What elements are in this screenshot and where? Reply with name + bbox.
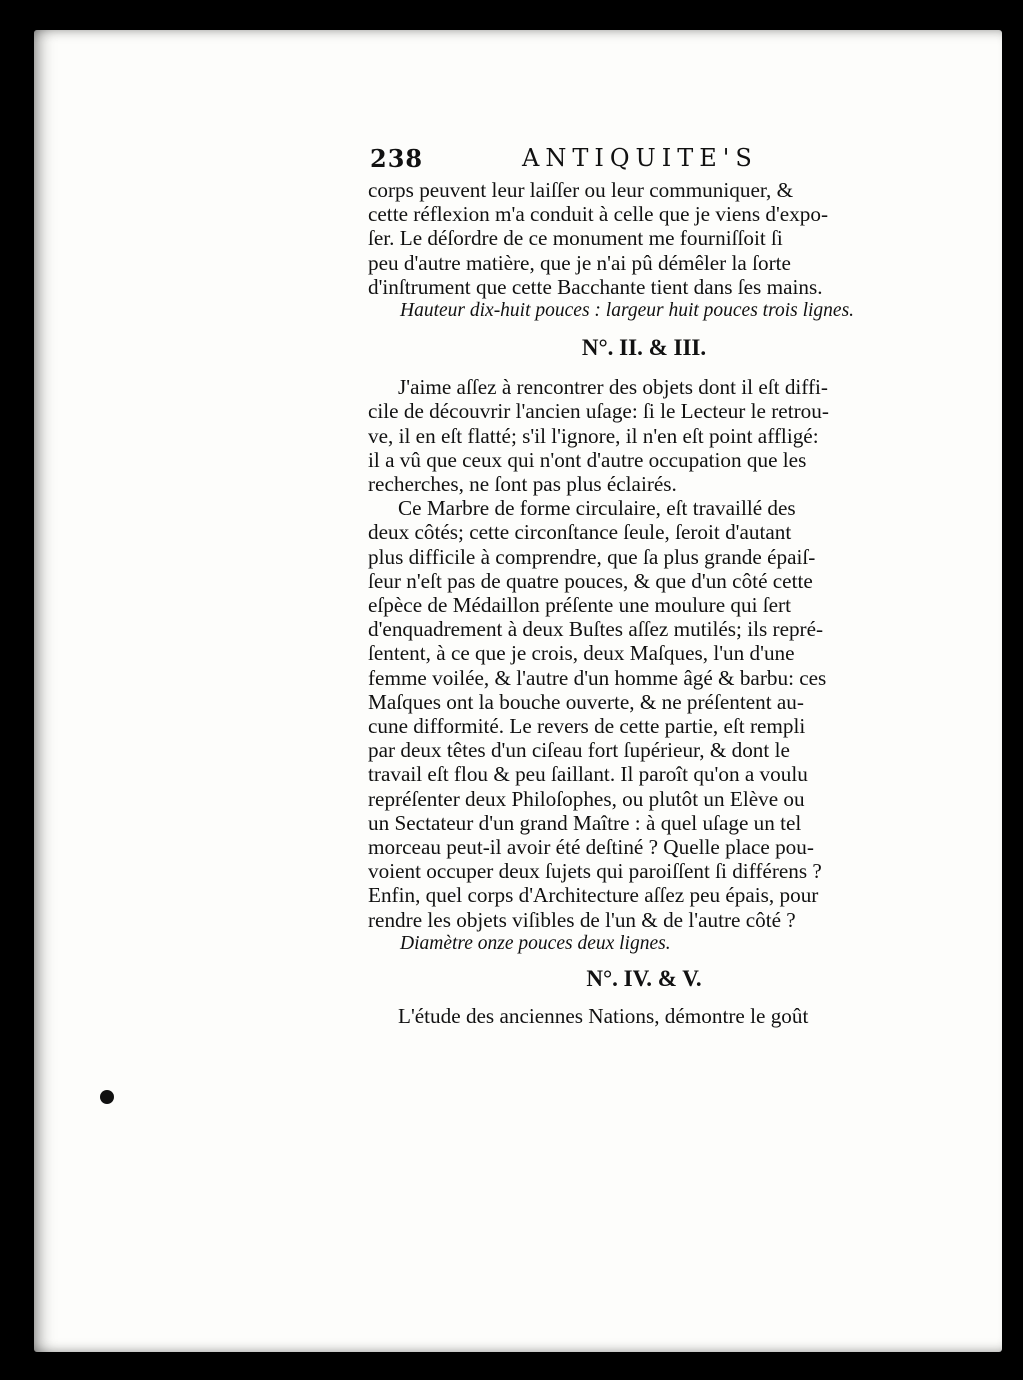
paragraph [368,1004,920,1028]
text-line: corps peuvent leur laiſſer ou leur communiquer, & [368,178,794,202]
dimensions-note: Diamètre onze pouces deux lignes. [400,932,671,954]
dimensions-note: Hauteur dix-huit pouces : largeur huit pouces trois lignes. [400,300,855,322]
text-line: J'aime aſſez à rencontrer des objets dont il eſt diffi- [398,375,828,400]
text-block [368,140,920,1028]
text-line: travail eſt flou & peu ſaillant. Il paroît qu'on a voulu [368,762,808,787]
text-line: cette réflexion m'a conduit à celle que je viens d'expo- [368,202,829,227]
text-line: d'inſtrument que cette Bacchante tient dans ſes mains. [368,274,823,299]
paragraph [368,375,920,496]
text-line: ſeur n'eſt pas de quatre pouces, & que d'un côté cette [368,568,813,593]
text-line: plus difficile à comprendre, que ſa plus grande épaiſ- [368,544,816,569]
text-line: voient occuper deux ſujets qui paroiſſent ſi différens ? [368,859,822,884]
section-heading: N°. IV. & V. [586,966,702,992]
text-line: rendre les objets viſibles de l'un & de l'autre côté ? [368,907,796,932]
text-line: Enfin, quel corps d'Architecture aſſez peu épais, pour [368,883,819,908]
text-line: cile de découvrir l'ancien uſage: ſi le Lecteur le retrou- [368,399,829,424]
text-line: repréſenter deux Philoſophes, ou plutôt un Elève ou [368,786,805,811]
punch-hole-mark [100,1090,114,1104]
text-line: cune difformité. Le revers de cette partie, eſt rempli [368,714,806,739]
text-line: deux côtés; cette circonſtance ſeule, ſeroit d'autant [368,520,792,545]
text-line: Ce Marbre de forme circulaire, eſt travaillé des [398,496,796,521]
text-line: eſpèce de Médaillon préſente une moulure qui ſert [368,593,791,618]
running-head [368,140,920,178]
text-line: recherches, ne ſont pas plus éclairés. [368,472,677,497]
text-line: d'enquadrement à deux Buſtes aſſez mutilés; ils repré- [368,617,824,642]
text-line: par deux têtes d'un ciſeau fort ſupérieur, & dont le [368,738,790,763]
paragraph [368,496,920,932]
text-line: L'étude des anciennes Nations, démontre le goût [398,1004,809,1029]
text-line: il a vû que ceux qui n'ont d'autre occupation que les [368,447,807,472]
text-line: ve, il en eſt flatté; s'il l'ignore, il n'en eſt point affligé: [368,423,819,448]
section-heading: N°. II. & III. [581,335,707,361]
paragraph-continued [368,178,920,299]
text-line: peu d'autre matière, que je n'ai pû démêler la ſorte [368,250,791,275]
text-line: morceau peut-il avoir été deſtiné ? Quelle place pou- [368,835,814,860]
text-line: Maſques ont la bouche ouverte, & ne préſentent au- [368,689,804,714]
text-line: un Sectateur d'un grand Maître : à quel uſage un tel [368,810,802,835]
text-line: ſentent, à ce que je crois, deux Maſques, l'un d'une [368,641,795,666]
text-line: femme voilée, & l'autre d'un homme âgé & barbu: ces [368,665,827,690]
running-title: ANTIQUITE'S [522,144,758,172]
page-number: 238 [370,144,424,173]
text-line: ſer. Le déſordre de ce monument me fourniſſoit ſi [368,226,783,251]
